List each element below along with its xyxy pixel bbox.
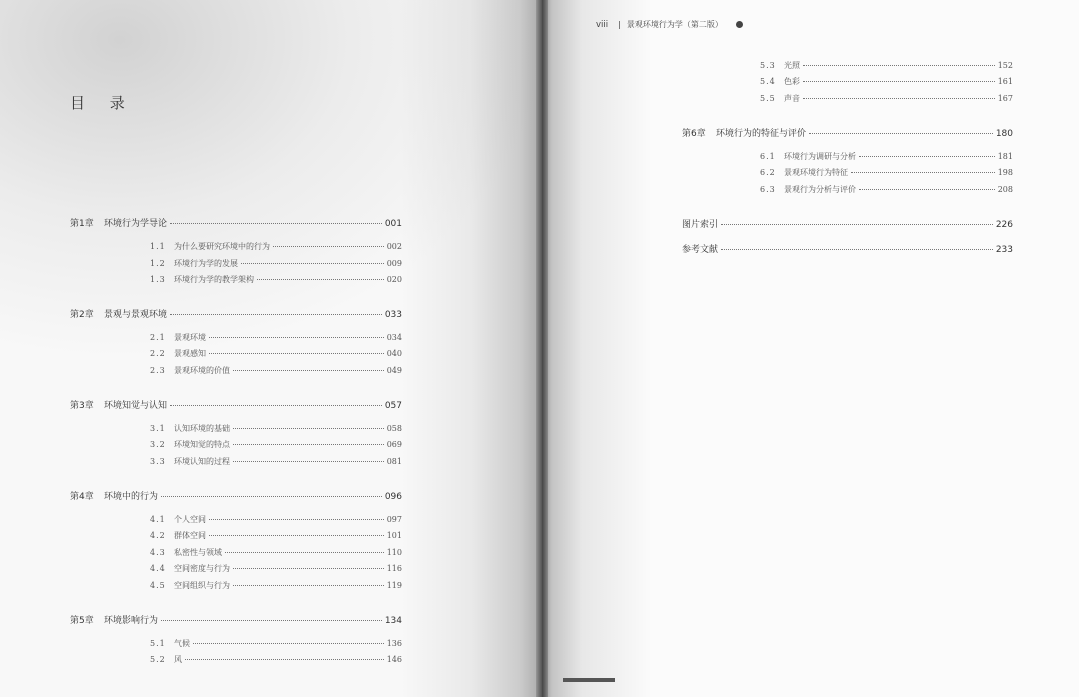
dot-leader (170, 405, 382, 406)
section-title: 私密性与领域 (174, 548, 222, 557)
dot-leader (233, 444, 384, 445)
page-number: 161 (997, 77, 1013, 86)
page-number: 009 (386, 259, 402, 268)
dot-leader (859, 189, 995, 190)
toc-section-1-2[interactable] (150, 258, 402, 269)
toc-section-5-1[interactable] (150, 638, 402, 649)
toc-chapter-5[interactable] (70, 613, 402, 626)
chapter-title: 景观与景观环境 (104, 310, 168, 320)
section-title: 空间密度与行为 (174, 564, 230, 573)
section-number: 3.1 (150, 424, 166, 433)
page-number: 110 (386, 548, 402, 557)
dot-leader (721, 249, 993, 250)
dot-leader (161, 496, 382, 497)
section-number: 4.5 (150, 581, 166, 590)
dot-leader (193, 643, 384, 644)
header-book-title: 景观环境行为学（第二版） (626, 20, 723, 29)
toc-section-6-1[interactable] (760, 151, 1013, 162)
page-number: 146 (386, 655, 402, 664)
page-number: 233 (995, 245, 1013, 255)
section-title: 环境行为学的教学架构 (174, 275, 254, 284)
page-number: 034 (386, 333, 402, 342)
section-title: 环境行为调研与分析 (784, 152, 856, 161)
section-number: 3.3 (150, 457, 166, 466)
dot-leader (185, 659, 384, 660)
chapter-title: 环境知觉与认知 (104, 401, 168, 411)
chapter-number: 第4章 (70, 492, 94, 502)
page-number: 097 (386, 515, 402, 524)
dot-leader (233, 370, 384, 371)
page-number: 040 (386, 349, 402, 358)
page-number: 057 (384, 401, 402, 411)
chapter-title: 环境中的行为 (104, 492, 159, 502)
section-title: 认知环境的基础 (174, 424, 230, 433)
toc-section-2-1[interactable] (150, 332, 402, 343)
page-number: 033 (384, 310, 402, 320)
section-number: 6.1 (760, 152, 776, 161)
section-title: 景观感知 (174, 349, 206, 358)
toc-title: 目 录 (70, 94, 135, 112)
dot-leader (257, 279, 384, 280)
toc-chapter-1[interactable] (70, 216, 402, 229)
page-number: 208 (997, 185, 1013, 194)
page-number: 119 (386, 581, 402, 590)
section-title: 光照 (784, 61, 800, 70)
toc-section-3-3[interactable] (150, 456, 402, 467)
page-number: 167 (997, 94, 1013, 103)
section-number: 5.1 (150, 639, 166, 648)
toc-section-2-2[interactable] (150, 348, 402, 359)
section-title: 声音 (784, 94, 800, 103)
page-number: 136 (386, 639, 402, 648)
section-number: 6.2 (760, 168, 776, 177)
section-title: 为什么要研究环境中的行为 (174, 242, 270, 251)
section-title: 景观环境 (174, 333, 206, 342)
page-number: 081 (386, 457, 402, 466)
toc-section-6-2[interactable] (760, 167, 1013, 178)
section-title: 群体空间 (174, 531, 206, 540)
section-title: 景观环境行为特征 (784, 168, 848, 177)
appendix-title: 参考文献 (682, 245, 719, 255)
dot-leader (859, 156, 995, 157)
section-title: 色彩 (784, 77, 800, 86)
toc-chapter-6[interactable] (682, 126, 1013, 139)
section-number: 1.3 (150, 275, 166, 284)
section-title: 环境认知的过程 (174, 457, 230, 466)
page-number: 001 (384, 219, 402, 229)
dot-leader (209, 337, 384, 338)
dot-leader (161, 620, 382, 621)
toc-section-4-3[interactable] (150, 547, 402, 558)
dot-leader (233, 568, 384, 569)
toc-figure-index[interactable] (682, 217, 1013, 230)
dot-leader (233, 585, 384, 586)
dot-leader (209, 353, 384, 354)
toc-section-4-1[interactable] (150, 514, 402, 525)
page-number: 226 (995, 220, 1013, 230)
chapter-title: 环境影响行为 (104, 616, 159, 626)
section-number: 2.2 (150, 349, 166, 358)
chapter-title: 环境行为学导论 (104, 219, 168, 229)
page-number: 058 (386, 424, 402, 433)
dot-leader (803, 81, 995, 82)
section-title: 个人空间 (174, 515, 206, 524)
page-number: 116 (386, 564, 402, 573)
section-number: 5.4 (760, 77, 776, 86)
toc-chapter-2[interactable] (70, 307, 402, 320)
dot-leader (273, 246, 384, 247)
dot-leader (170, 314, 382, 315)
section-number: 4.4 (150, 564, 166, 573)
dot-leader (721, 224, 993, 225)
running-header (596, 19, 743, 30)
toc-section-5-3[interactable] (760, 60, 1013, 71)
toc-section-6-3[interactable] (760, 184, 1013, 195)
section-number: 3.2 (150, 440, 166, 449)
toc-section-5-5[interactable] (760, 93, 1013, 104)
dot-leader (851, 172, 995, 173)
dot-leader (803, 65, 995, 66)
page-number: 198 (997, 168, 1013, 177)
dot-leader (170, 223, 382, 224)
section-number: 2.1 (150, 333, 166, 342)
page-number: 002 (386, 242, 402, 251)
toc-references[interactable] (682, 242, 1013, 255)
dot-leader (209, 535, 384, 536)
page-number: 096 (384, 492, 402, 502)
toc-section-3-1[interactable] (150, 423, 402, 434)
section-number: 1.1 (150, 242, 166, 251)
toc-chapter-4[interactable] (70, 489, 402, 502)
chapter-number: 第3章 (70, 401, 94, 411)
dot-leader (809, 133, 993, 134)
dot-leader (209, 519, 384, 520)
appendix-title: 图片索引 (682, 220, 719, 230)
section-title: 景观行为分析与评价 (784, 185, 856, 194)
chapter-title: 环境行为的特征与评价 (716, 129, 807, 139)
chapter-number: 第5章 (70, 616, 94, 626)
section-number: 5.3 (760, 61, 776, 70)
toc-section-3-2[interactable] (150, 439, 402, 450)
toc-section-4-5[interactable] (150, 580, 402, 591)
section-title: 景观环境的价值 (174, 366, 230, 375)
dot-leader (233, 461, 384, 462)
toc-section-4-2[interactable] (150, 530, 402, 541)
dot-leader (233, 428, 384, 429)
toc-section-2-3[interactable] (150, 365, 402, 376)
dot-leader (803, 98, 995, 99)
page-number: 101 (386, 531, 402, 540)
page-scroll-indicator[interactable] (563, 678, 615, 682)
page-number: 134 (384, 616, 402, 626)
page-number: 020 (386, 275, 402, 284)
dot-leader (241, 263, 384, 264)
section-number: 5.2 (150, 655, 166, 664)
bullet-icon (736, 21, 743, 28)
toc-section-1-1[interactable] (150, 241, 402, 252)
toc-chapter-3[interactable] (70, 398, 402, 411)
section-title: 环境行为学的发展 (174, 259, 238, 268)
page-number: 069 (386, 440, 402, 449)
chapter-number: 第2章 (70, 310, 94, 320)
toc-section-1-3[interactable] (150, 274, 402, 285)
section-title: 空间组织与行为 (174, 581, 230, 590)
right-page (542, 0, 1079, 697)
page-number: 152 (997, 61, 1013, 70)
section-number: 2.3 (150, 366, 166, 375)
page-number: 181 (997, 152, 1013, 161)
section-number: 1.2 (150, 259, 166, 268)
section-title: 风 (174, 655, 182, 664)
toc-section-4-4[interactable] (150, 563, 402, 574)
toc-section-5-2[interactable] (150, 654, 402, 665)
section-number: 4.2 (150, 531, 166, 540)
section-title: 环境知觉的特点 (174, 440, 230, 449)
chapter-number: 第1章 (70, 219, 94, 229)
page-number: 180 (995, 129, 1013, 139)
chapter-number: 第6章 (682, 129, 706, 139)
dot-leader (225, 552, 384, 553)
header-page-number: viii (596, 19, 609, 30)
section-number: 5.5 (760, 94, 776, 103)
page-number: 049 (386, 366, 402, 375)
toc-section-5-4[interactable] (760, 76, 1013, 87)
section-number: 4.1 (150, 515, 166, 524)
section-title: 气候 (174, 639, 190, 648)
section-number: 6.3 (760, 185, 776, 194)
header-separator: | (618, 20, 621, 29)
section-number: 4.3 (150, 548, 166, 557)
book-gutter (536, 0, 548, 697)
